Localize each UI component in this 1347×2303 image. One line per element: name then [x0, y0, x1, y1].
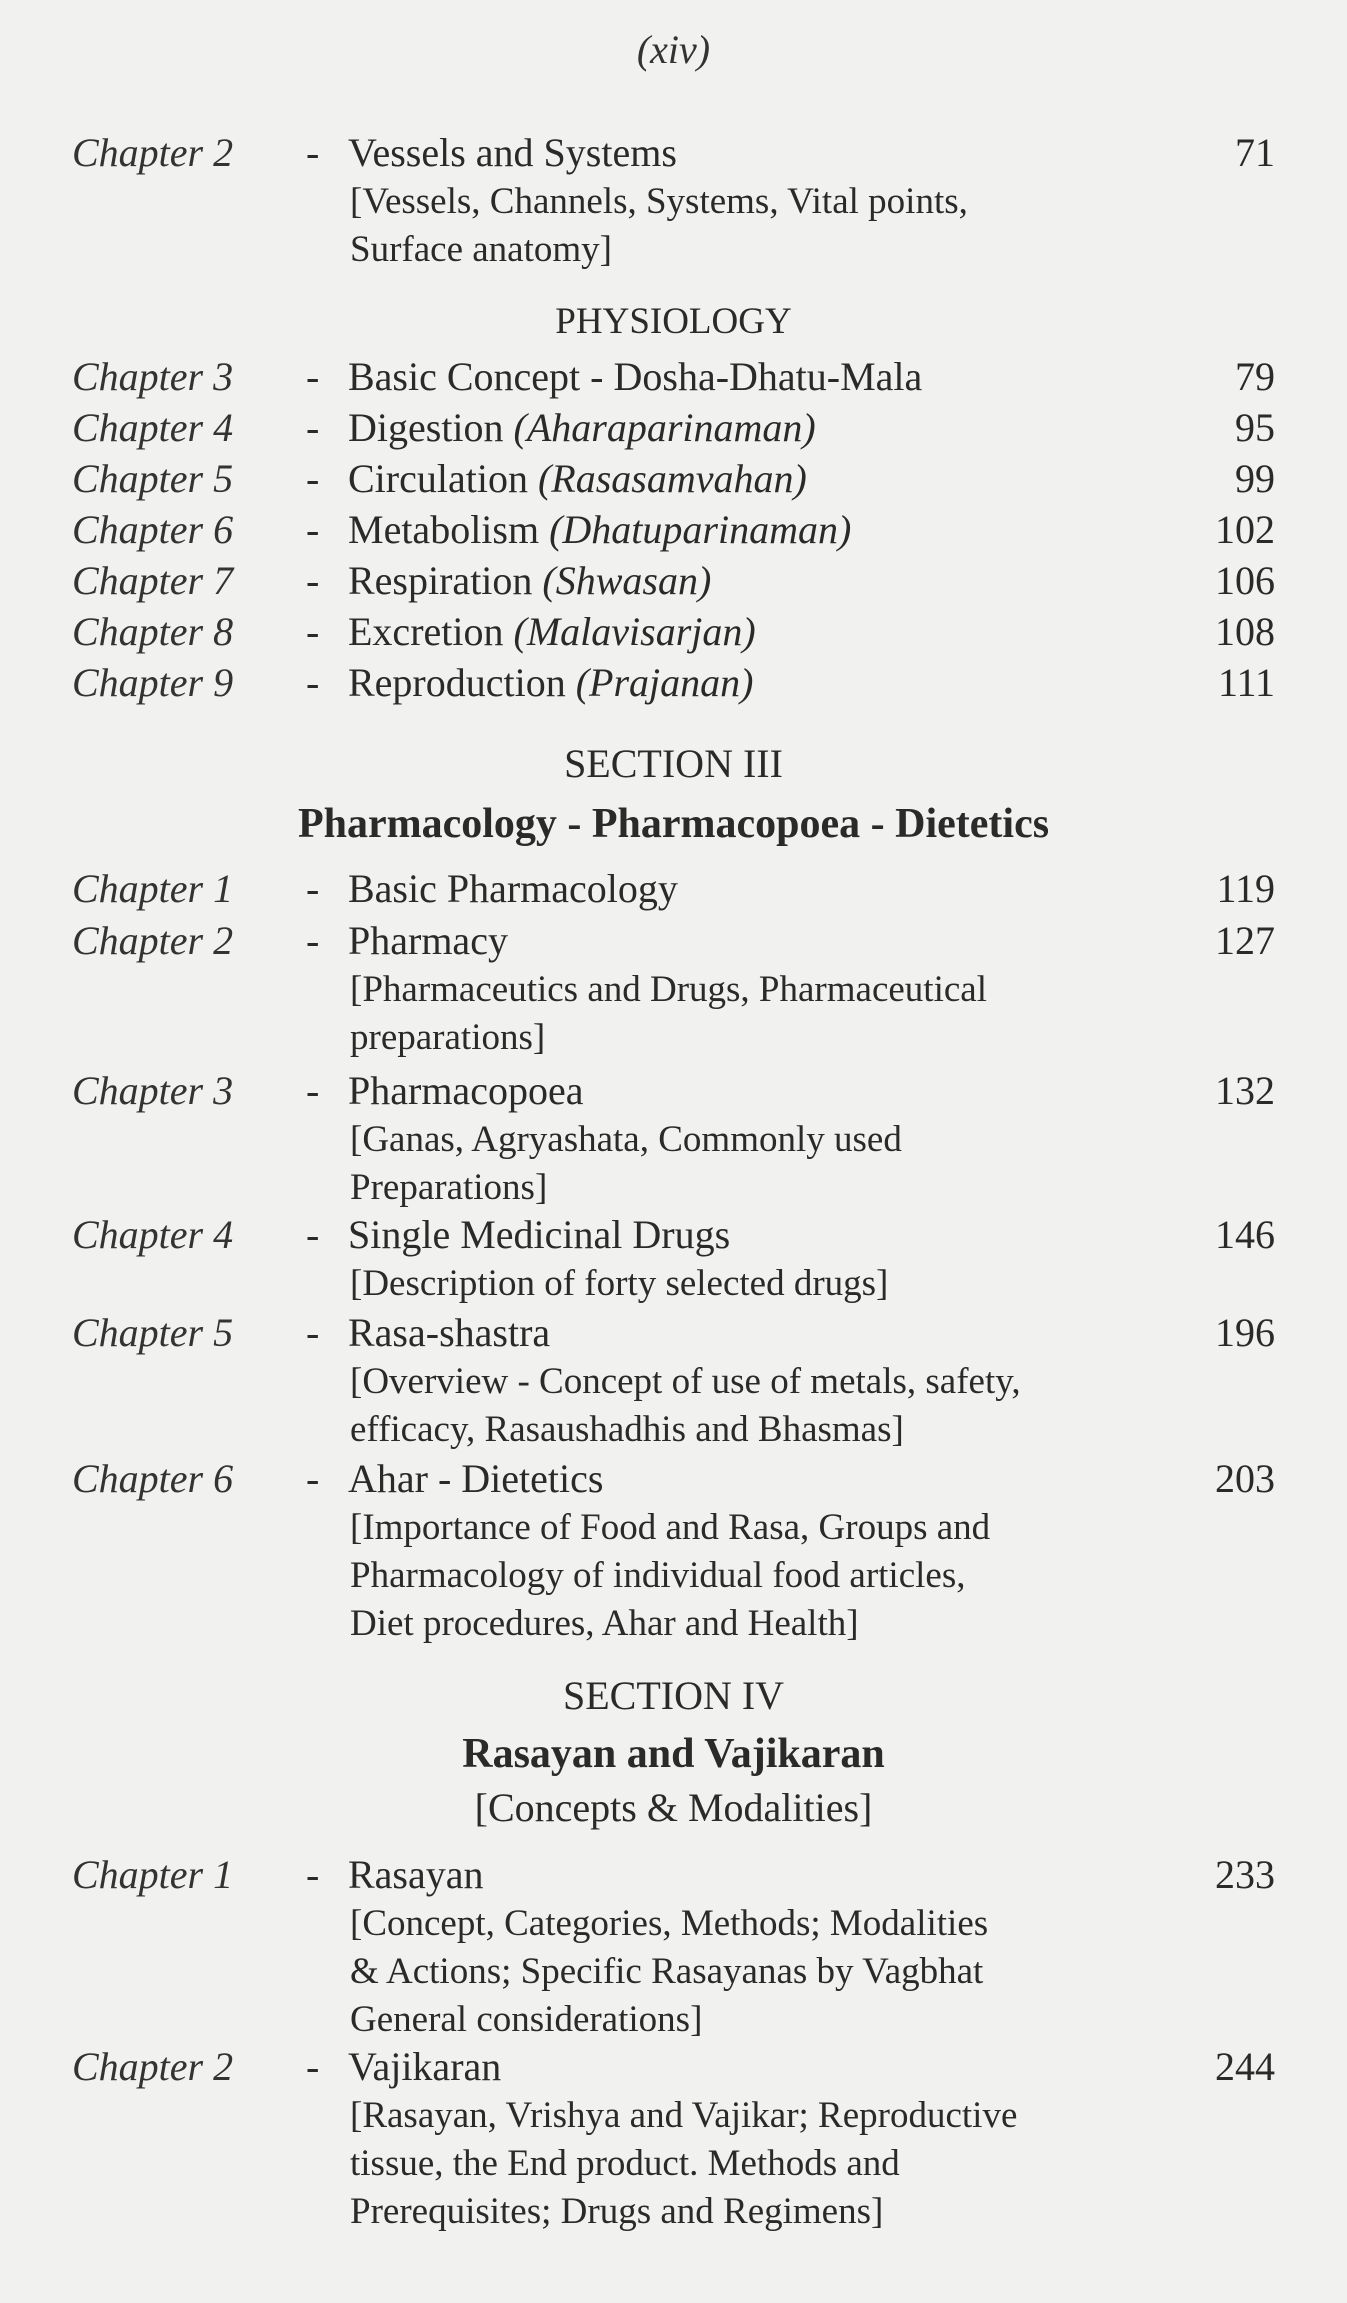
chapter-label: Chapter 2 — [72, 2044, 234, 2089]
separator-dash: - — [306, 1852, 320, 1897]
chapter-label: Chapter 6 — [72, 1456, 234, 1501]
chapter-title: Basic Pharmacology — [348, 866, 678, 911]
desc-line: [Overview - Concept of use of metals, safety, — [350, 1361, 1021, 1402]
chapter-label: Chapter 4 — [72, 405, 234, 450]
chapter-title: Ahar - Dietetics — [348, 1456, 604, 1501]
section-note: [Concepts & Modalities] — [474, 1785, 873, 1830]
chapter-title: Pharmacopoea — [348, 1068, 584, 1113]
chapter-title: Pharmacy — [348, 918, 508, 963]
desc-line: [Ganas, Agryashata, Commonly used — [350, 1119, 902, 1160]
chapter-title — [348, 658, 1347, 708]
title-text: Basic Concept - Dosha-Dhatu-Mala — [348, 354, 923, 399]
page-number: (xiv) — [636, 27, 711, 72]
desc-line: General considerations] — [350, 1999, 703, 2040]
section-title: Rasayan and Vajikaran — [462, 1731, 885, 1777]
chapter-label: Chapter 2 — [72, 918, 234, 963]
page-ref: 132 — [1215, 1068, 1275, 1113]
separator-dash: - — [306, 456, 320, 501]
chapter-label: Chapter 6 — [72, 507, 234, 552]
desc-line: [Concept, Categories, Methods; Modalities — [350, 1903, 989, 1944]
chapter-description — [350, 178, 1170, 274]
desc-line: preparations] — [350, 1017, 546, 1058]
toc-entry — [0, 916, 1347, 1066]
page-ref: 71 — [1235, 130, 1275, 175]
chapter-description — [350, 2092, 1170, 2236]
section-title: Pharmacology - Pharmacopoea - Dietetics — [297, 801, 1050, 847]
sanskrit-term: (Shwasan) — [542, 558, 712, 603]
chapter-title — [348, 454, 1347, 504]
chapter-label: Chapter 5 — [72, 456, 234, 501]
page-ref: 79 — [1235, 354, 1275, 399]
separator-dash: - — [306, 354, 320, 399]
toc-entry — [0, 352, 1347, 403]
separator-dash: - — [306, 1068, 320, 1113]
separator-dash: - — [306, 1456, 320, 1501]
title-text: Excretion — [348, 609, 504, 654]
chapter-title: Rasayan — [348, 1852, 484, 1897]
chapter-label: Chapter 1 — [72, 1852, 234, 1897]
chapter-description — [350, 1260, 1170, 1308]
sanskrit-term: (Prajanan) — [575, 660, 754, 705]
toc-entry — [0, 1066, 1347, 1210]
page-ref: 146 — [1215, 1212, 1275, 1257]
separator-dash: - — [306, 660, 320, 705]
page-ref: 203 — [1215, 1456, 1275, 1501]
desc-line: & Actions; Specific Rasayanas by Vagbhat — [350, 1951, 984, 1992]
chapter-title — [348, 403, 1347, 453]
page-ref: 108 — [1215, 609, 1275, 654]
desc-line: [Rasayan, Vrishya and Vajikar; Reproductive — [350, 2095, 1018, 2136]
chapter-title: Vessels and Systems — [348, 130, 677, 175]
separator-dash: - — [306, 918, 320, 963]
sanskrit-term: (Malavisarjan) — [513, 609, 756, 654]
separator-dash: - — [306, 405, 320, 450]
desc-line: tissue, the End product. Methods and — [350, 2143, 900, 2184]
chapter-title — [348, 505, 1347, 555]
chapter-title — [348, 607, 1347, 657]
page-ref: 244 — [1215, 2044, 1275, 2089]
page-ref: 106 — [1215, 558, 1275, 603]
separator-dash: - — [306, 1212, 320, 1257]
page-ref: 127 — [1215, 918, 1275, 963]
section-heading: SECTION III — [564, 741, 783, 786]
title-text: Reproduction — [348, 660, 566, 705]
page-ref: 95 — [1235, 405, 1275, 450]
separator-dash: - — [306, 1310, 320, 1355]
physiology-heading: PHYSIOLOGY — [555, 301, 792, 342]
page-ref: 99 — [1235, 456, 1275, 501]
chapter-description — [350, 1358, 1170, 1454]
toc-entry — [0, 454, 1347, 505]
toc-block-anatomy — [0, 128, 1347, 274]
chapter-title — [348, 352, 1347, 402]
chapter-label: Chapter 1 — [72, 866, 234, 911]
toc-entry — [0, 1850, 1347, 2042]
chapter-label: Chapter 3 — [72, 354, 234, 399]
sanskrit-term: (Aharaparinaman) — [513, 405, 816, 450]
chapter-label: Chapter 3 — [72, 1068, 234, 1113]
desc-line: Diet procedures, Ahar and Health] — [350, 1603, 859, 1644]
desc-line: Preparations] — [350, 1167, 548, 1208]
title-text: Digestion — [348, 405, 504, 450]
toc-entry — [0, 505, 1347, 556]
chapter-label: Chapter 8 — [72, 609, 234, 654]
desc-line: Surface anatomy] — [350, 229, 612, 270]
chapter-title: Vajikaran — [348, 2044, 502, 2089]
toc-entry — [0, 658, 1347, 709]
section-heading: SECTION IV — [562, 1673, 785, 1718]
toc-entry — [0, 403, 1347, 454]
chapter-label: Chapter 2 — [72, 130, 234, 175]
toc-entry — [0, 1210, 1347, 1308]
desc-line: [Importance of Food and Rasa, Groups and — [350, 1507, 991, 1548]
desc-line: [Vessels, Channels, Systems, Vital points, — [350, 181, 968, 222]
chapter-description — [350, 1900, 1170, 2044]
chapter-title: Rasa-shastra — [348, 1310, 551, 1355]
title-text: Circulation — [348, 456, 528, 501]
chapter-title: Single Medicinal Drugs — [348, 1212, 731, 1257]
desc-line: [Description of forty selected drugs] — [350, 1263, 889, 1304]
toc-entry — [0, 607, 1347, 658]
toc-block-section3 — [0, 864, 1347, 1648]
desc-line: Prerequisites; Drugs and Regimens] — [350, 2191, 884, 2232]
page-ref: 119 — [1216, 866, 1275, 911]
separator-dash: - — [306, 609, 320, 654]
separator-dash: - — [306, 2044, 320, 2089]
chapter-title — [348, 556, 1347, 606]
sanskrit-term: (Rasasamvahan) — [537, 456, 807, 501]
title-text: Metabolism — [348, 507, 540, 552]
page-ref: 233 — [1215, 1852, 1275, 1897]
separator-dash: - — [306, 558, 320, 603]
separator-dash: - — [306, 507, 320, 552]
toc-block-physiology — [0, 352, 1347, 709]
separator-dash: - — [306, 866, 320, 911]
chapter-label: Chapter 4 — [72, 1212, 234, 1257]
chapter-label: Chapter 9 — [72, 660, 234, 705]
toc-entry — [0, 2042, 1347, 2236]
toc-entry — [0, 864, 1347, 916]
toc-entry — [0, 128, 1347, 274]
toc-block-section4 — [0, 1850, 1347, 2236]
desc-line: efficacy, Rasaushadhis and Bhasmas] — [350, 1409, 904, 1450]
page-ref: 102 — [1215, 507, 1275, 552]
toc-entry — [0, 1454, 1347, 1648]
title-text: Respiration — [348, 558, 533, 603]
chapter-label: Chapter 7 — [72, 558, 234, 603]
chapter-description — [350, 1504, 1170, 1648]
chapter-label: Chapter 5 — [72, 1310, 234, 1355]
separator-dash: - — [306, 130, 320, 175]
sanskrit-term: (Dhatuparinaman) — [549, 507, 852, 552]
desc-line: Pharmacology of individual food articles, — [350, 1555, 966, 1596]
chapter-description — [350, 1116, 1170, 1212]
page-ref: 196 — [1215, 1310, 1275, 1355]
page-ref: 111 — [1217, 660, 1275, 705]
chapter-description — [350, 966, 1170, 1062]
toc-entry — [0, 556, 1347, 607]
desc-line: [Pharmaceutics and Drugs, Pharmaceutical — [350, 969, 987, 1010]
toc-entry — [0, 1308, 1347, 1454]
